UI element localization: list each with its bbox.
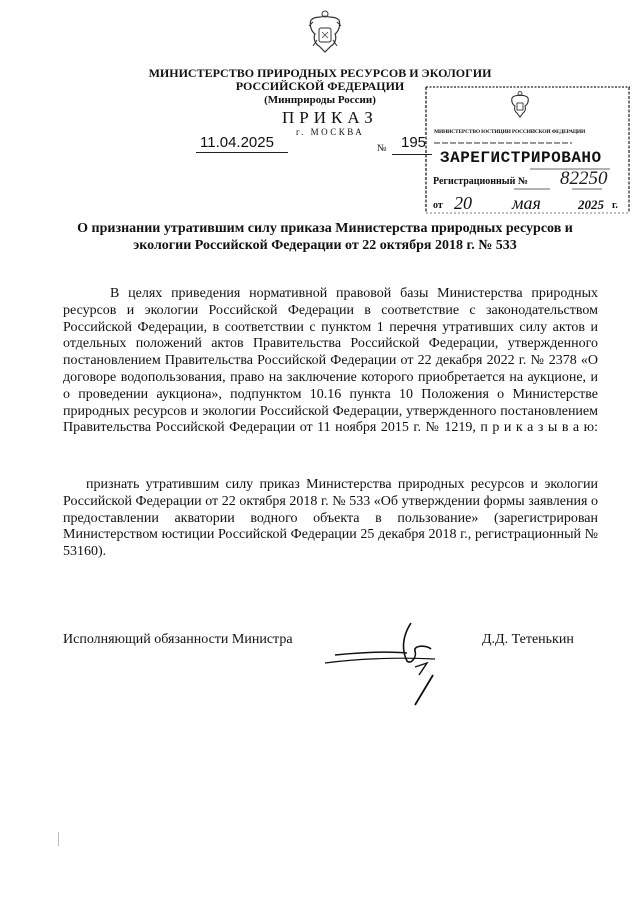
preamble-paragraph: В целях приведения нормативной правовой базы Министерства природных ресурсов и экологии Российской Федерации в соответствие с законодательством Российской Федерации, в соответствии с пунктом 1 перечня утративших силу актов и отдельных положений актов Правительства Российской Федерации, утвержденного постановлением Правительства Российской Федерации от 22 декабря 2022 г. № 2378 «О договоре водопользования, право на заключение которого приобретается на аукционе, и о проведении аукциона», подпунктом 10.16 пункта 10 Положения о Министерстве природных ресурсов и экологии Российской Федерации, утвержденного постановлением Правительства Российской Федерации от 11 ноября 2015 г. № 1219, п р и к а з ы в а ю: [63,286,598,436]
stamp-reg-number-label: Регистрационный № [433,176,528,187]
number-sign: № [377,143,387,154]
scan-mark [58,832,59,846]
stamp-date-year: 2025 [578,197,604,212]
document-type: ПРИКАЗ [282,108,378,127]
ministry-short-name: (Минприроды России) [264,94,376,106]
date-underline [196,152,288,153]
signatory-position: Исполняющий обязанности Министра [63,632,293,647]
handwritten-signature [315,615,465,710]
stamp-organization: МИНИСТЕРСТВО ЮСТИЦИИ РОССИЙСКОЙ ФЕДЕРАЦИИ [434,129,586,135]
stamp-registered-label: ЗАРЕГИСТРИРОВАНО [440,149,602,167]
ministry-name: МИНИСТЕРСТВО ПРИРОДНЫХ РЕСУРСОВ И ЭКОЛОГИИ [148,66,492,80]
ministry-country: РОССИЙСКОЙ ФЕДЕРАЦИИ [235,79,405,93]
stamp-reg-number: 82250 [560,168,608,189]
stamp-date-prefix: от [433,200,443,211]
stamp-date-day: 20 [454,193,472,213]
operative-paragraph: признать утратившим силу приказ Министерства природных ресурсов и экологии Российской Федерации от 22 октября 2018 г. № 533 «Об утверждении формы заявления о предоставлении акватории водного объекта в пользование» (зарегистрирован Министерством юстиции Российской Федерации 25 декабря 2018 г., регистрационный № 53160). [63,477,598,560]
order-date: 11.04.2025 [200,134,274,151]
stamp-date-month: мая [512,193,541,213]
order-number: 195 [401,134,427,151]
stamp-emblem-icon [512,92,529,118]
coat-of-arms-icon [305,10,345,58]
stamp-date-suffix: г. [612,200,618,211]
signatory-name: Д.Д. Тетенькин [482,632,574,647]
order-title: О признании утратившим силу приказа Министерства природных ресурсов и экологии Российской Федерации от 22 октября 2018 г. № 533 [77,221,573,253]
issue-city: г. МОСКВА [296,127,365,137]
